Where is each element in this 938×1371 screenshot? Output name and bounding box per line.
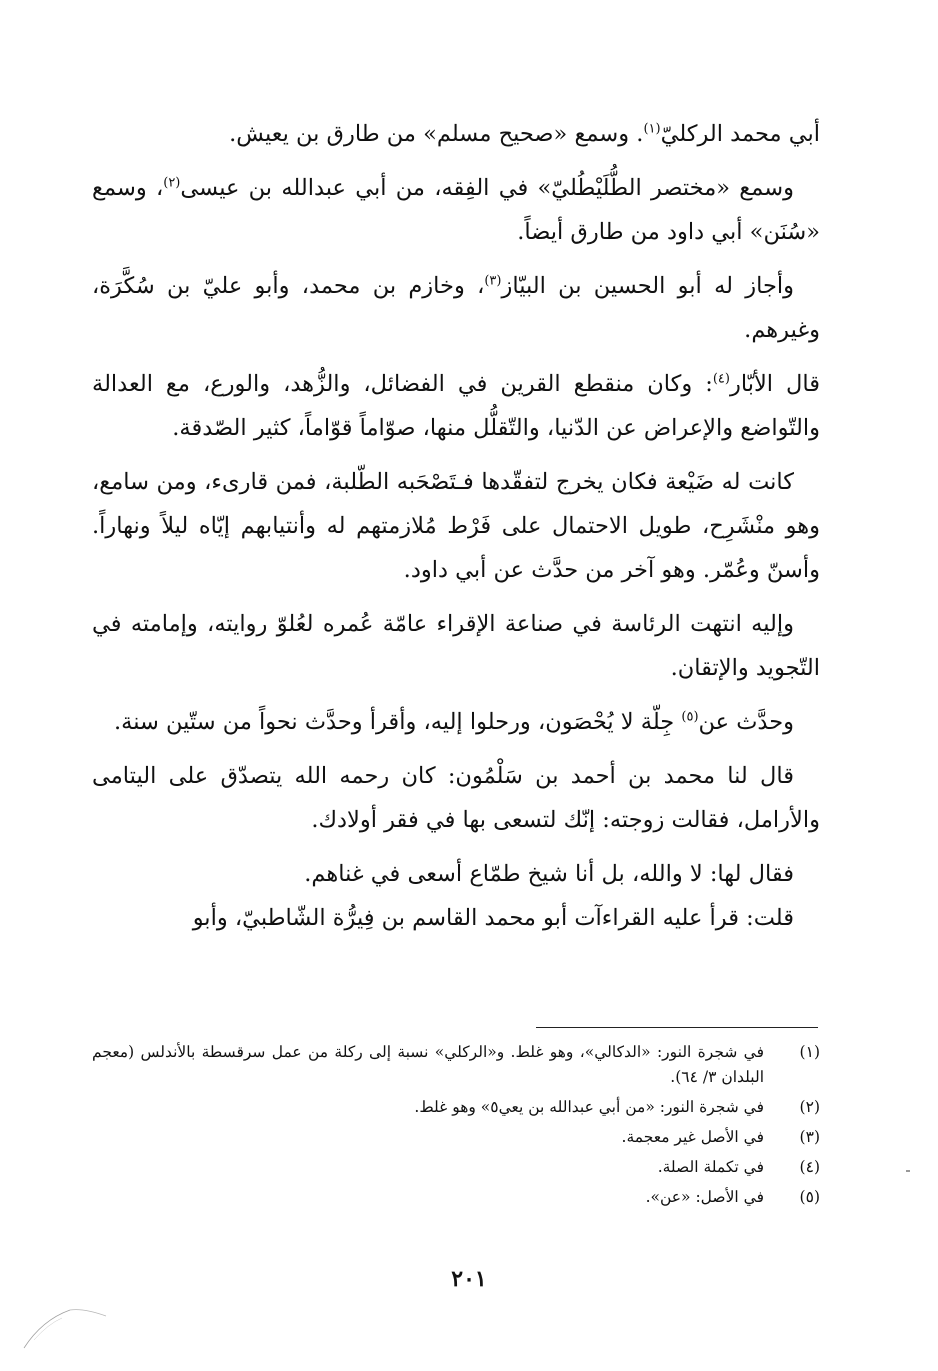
- footnote-ref[interactable]: (١): [643, 121, 661, 137]
- scan-mark: [906, 1170, 910, 1172]
- footnote-number: (٤): [799, 1158, 820, 1176]
- paragraph: فقال لها: لا والله، بل أنا شيخ طمّاع أسعى في غناهم.: [304, 861, 794, 887]
- footnote-number: (٢): [799, 1098, 820, 1116]
- page-number: ٢٠١: [451, 1266, 487, 1292]
- footnote-ref[interactable]: (٢): [163, 175, 181, 191]
- footnote: [92, 1185, 820, 1210]
- footnote-number: (١): [799, 1043, 820, 1061]
- paragraph: قال لنا محمد بن أحمد بن سَلْمُون: كان رحمه الله يتصدّق على اليتامى والأرامل، فقالت زوجته: إنّك لتسعى بها في فقر أولادك.: [92, 763, 820, 833]
- footnote-ref[interactable]: (٤): [712, 371, 730, 387]
- paragraph: كانت له ضَيْعة فكان يخرج لتفقّدها فـتَصْحَبه الطّلبة، فمن قارىء، ومن سامع، وهو منْشَرِح، طويل الاحتمال على فَرْط مُلازمتهم له وأنتيابهم إيّاه ليلاً ونهاراً. وأسنّ وعُمّر. وهو آخر من حدَّث عن أبي داود.: [92, 469, 820, 583]
- paragraph: وإليه انتهت الرئاسة في صناعة الإقراء عامّة عُمره لعُلوّ روايته، وإمامته في التّجويد والإتقان.: [92, 611, 820, 681]
- footnote-ref[interactable]: (٥): [681, 709, 699, 725]
- paragraph: قال الأبّار$^{(٤)}$: وكان منقطع القرين في الفضائل، والزُّهد، والورع، مع العدالة والتّواضع والإعراض عن الدّنيا، والتّقلُّل منها، صوّاماً قوّاماً، كثير الصّدقة.: [92, 371, 820, 441]
- footnote-text: في شجرة النور: «الدكالي»، وهو غلط. و«الركلي» نسبة إلى ركلة من عمل سرقسطة بالأندلس (معجم البلدان ٣/ ٦٤).: [92, 1043, 764, 1086]
- footnote: [92, 1040, 820, 1090]
- footnote: [92, 1155, 820, 1180]
- paragraph: وأجاز له أبو الحسين بن البيّاز$^{(٣)}$، وخازم بن محمد، وأبو عليّ بن سُكَّرَة، وغيرهم.: [92, 273, 820, 343]
- footnote-number: (٥): [799, 1188, 820, 1206]
- footnote-separator: [536, 1027, 818, 1028]
- paragraph: وحدَّث عن$^{(٥)}$ جِلّة لا يُحْصَون، ورحلوا إليه، وأقرأ وحدَّث نحواً من ستّين سنة.: [113, 709, 794, 735]
- footnote: [92, 1095, 820, 1120]
- main-text: [92, 112, 820, 950]
- footnote-text: في الأصل: «عن».: [645, 1188, 764, 1206]
- footnotes: [92, 1040, 820, 1215]
- footnote-text: في تكملة الصلة.: [657, 1158, 764, 1176]
- footnote-text: في الأصل غير معجمة.: [621, 1128, 764, 1146]
- paragraph: قلت: قرأ عليه القراءآت أبو محمد القاسم بن فِيرُّة الشّاطبيّ، وأبو: [192, 905, 794, 931]
- footnote: [92, 1125, 820, 1150]
- footnote-text: في شجرة النور: «من أبي عبدالله بن يعي٥» وهو غلط.: [414, 1098, 764, 1116]
- scan-pencil-mark: [22, 1290, 112, 1350]
- paragraph: وسمع «مختصر الطُّلَيْطُليّ» في الفِقه، من أبي عبدالله بن عيسى$^{(٢)}$، وسمع «سُنَن» أبي داود من طارق أيضاً.: [92, 175, 820, 245]
- footnote-ref[interactable]: (٣): [484, 273, 502, 289]
- footnote-number: (٣): [799, 1128, 820, 1146]
- paragraph: أبي محمد الركليّ$^{(١)}$. وسمع «صحيح مسلم» من طارق بن يعيش.: [229, 121, 820, 147]
